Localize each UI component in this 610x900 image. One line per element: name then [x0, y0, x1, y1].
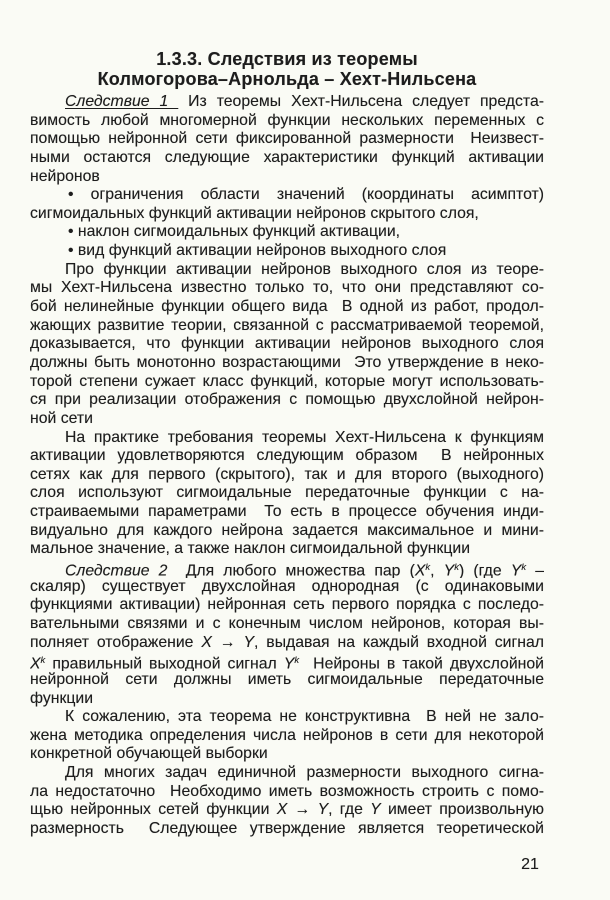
text-run: помощью нейронной сети фиксированной размерности Неизвест-: [30, 130, 544, 148]
text-line: [30, 820, 544, 839]
text-run: слоя используют сигмоидальные передаточные функции с на-: [30, 484, 544, 502]
text-line: [30, 764, 544, 783]
text-run: скаляр) существует двухслойная однородная (с одинаковыми: [30, 577, 544, 595]
text-run: бой нелинейные функции общего вида В одной из работ, продол-: [30, 298, 544, 316]
text-run: щью нейронных сетей функции: [30, 801, 277, 819]
math-var: X: [30, 655, 41, 671]
text-run: ными остаются следующие характеристики функций активации: [30, 148, 544, 166]
text-line: [30, 317, 544, 336]
text-line: [30, 522, 544, 541]
text-run: ) (где: [458, 562, 511, 578]
text-run: сигмоидальных функций активации нейронов скрытого слоя,: [30, 204, 479, 222]
text-run: доказывается, что функции активации нейронов выходного слоя: [30, 335, 544, 353]
text-line: [30, 596, 544, 615]
text-line: [30, 801, 544, 820]
text-run: видуально для каждого нейрона задается максимальное и мини-: [30, 521, 544, 539]
text-run: функции: [30, 689, 94, 707]
text-run: На практике требования теоремы Хехт-Нильсена к функциям: [65, 428, 544, 446]
text-run: ся при реализации отображения с помощью двухслойной нейрон-: [30, 391, 544, 409]
text-run: вимость любой многомерной функции нескольких переменных с: [30, 111, 544, 129]
text-run: мальное значение, а также наклон сигмоидальной функции: [30, 540, 471, 558]
text-line: [30, 671, 544, 690]
text-run: активации удовлетворяются следующим образом В нейронных: [30, 447, 544, 465]
text-line: [30, 410, 544, 429]
text-run: –: [526, 562, 544, 578]
text-line: [30, 559, 544, 578]
text-line: [30, 429, 544, 448]
text-run: →: [287, 801, 318, 819]
text-run: должны быть монотонно возрастающими Это утверждение в неко-: [30, 353, 544, 371]
text-run: Из теоремы Хехт-Нильсена следует предста-: [178, 93, 544, 110]
text-run: →: [211, 633, 244, 651]
text-line: [30, 112, 544, 131]
text-run: нейронов: [30, 167, 100, 185]
math-superscript: k: [40, 655, 46, 667]
math-var: X: [276, 801, 288, 819]
corollary-label: Следствие 1: [65, 93, 179, 110]
text-line: [30, 503, 544, 522]
math-var: X: [201, 633, 212, 651]
text-run: мы Хехт-Нильсена известно только то, что они представляют со-: [30, 279, 544, 297]
text-run: имеет произвольную: [380, 801, 544, 819]
text-line: [30, 466, 544, 485]
section-title-line-2: Колмогорова–Арнольда – Хехт-Нильсена: [97, 69, 477, 89]
text-run: размерность Следующее утверждение является теоретической: [30, 819, 544, 837]
text-line: [30, 652, 544, 671]
text-line: [30, 93, 544, 112]
text-run: • ограничения области значений (координаты асимптот): [68, 186, 544, 204]
text-line: [30, 708, 544, 727]
text-run: ,: [430, 562, 444, 578]
text-line: [30, 484, 544, 503]
math-superscript: k: [521, 562, 527, 574]
math-var: X: [414, 562, 426, 578]
text-line: [30, 186, 544, 205]
text-run: Для любого множества пар (: [176, 562, 415, 578]
math-superscript: k: [454, 562, 459, 574]
text-run: ла недостаточно Необходимо иметь возможность строить с помо-: [30, 782, 544, 800]
text-column: [30, 49, 544, 839]
text-line: [30, 745, 544, 764]
text-line: [30, 727, 544, 746]
text-run: страиваемыми параметрами То есть в процессе обучения инди-: [30, 503, 544, 521]
page-number: 21: [521, 856, 539, 873]
math-var: Y: [370, 801, 381, 819]
text-run: Для многих задач единичной размерности выходного сигна-: [65, 764, 544, 782]
text-run: функциями активации) нейронная сеть первого порядка с последо-: [30, 596, 544, 614]
text-line: [30, 261, 544, 280]
text-line: [30, 168, 544, 187]
text-line: [30, 298, 544, 317]
text-run: К сожалению, эта теорема не конструктивна В ней не зало-: [65, 708, 544, 726]
text-line: [30, 540, 544, 559]
math-var: Y: [283, 655, 295, 671]
text-run: • наклон сигмоидальных функций активации,: [68, 223, 401, 241]
text-line: [30, 391, 544, 410]
text-run: вательными связями и с конечным числом нейронов, которая вы-: [30, 614, 544, 632]
text-line: [30, 578, 544, 597]
corollary-label: Следствие 2: [65, 562, 177, 578]
text-line: [30, 279, 544, 298]
text-line: [30, 690, 544, 709]
text-line: [30, 615, 544, 634]
text-line: [30, 335, 544, 354]
text-run: нейронной сети должны иметь сигмоидальные передаточные: [30, 670, 544, 688]
text-run: Про функции активации нейронов выходного слоя из теоре-: [65, 260, 544, 278]
text-run: полняет отображение: [30, 633, 202, 651]
math-var: Y: [510, 562, 522, 578]
section-title: [30, 49, 544, 89]
text-line: [30, 205, 544, 224]
text-line: [30, 354, 544, 373]
math-superscript: k: [294, 655, 300, 667]
text-run: сетях как для первого (скрытого), так и для второго (выходного): [30, 465, 544, 483]
math-var: Y: [317, 801, 329, 819]
text-body: [30, 93, 544, 839]
text-run: , выдавая на каждый входной сигнал: [254, 633, 544, 651]
text-line: [30, 242, 544, 261]
text-run: конкретной обучающей выборки: [30, 745, 268, 763]
text-run: жена методика определения числа нейронов в сети для некоторой: [30, 726, 544, 744]
text-run: ной сети: [30, 409, 93, 427]
math-var: Y: [443, 562, 455, 578]
text-run: правильный выходной сигнал: [45, 655, 284, 671]
text-run: Нейроны в такой двухслойной: [299, 655, 544, 671]
text-line: [30, 149, 544, 168]
math-superscript: k: [425, 562, 431, 574]
section-title-line-1: 1.3.3. Следствия из теоремы: [156, 49, 418, 69]
math-var: Y: [243, 633, 255, 651]
text-line: [30, 373, 544, 392]
text-run: жающих развитие теории, связанной с рассматриваемой теоремой,: [30, 316, 544, 334]
text-run: торой степени сужает класс функций, которые могут использовать-: [30, 372, 544, 390]
text-run: • вид функций активации нейронов выходного слоя: [68, 242, 447, 260]
text-line: [30, 634, 544, 653]
text-line: [30, 783, 544, 802]
text-line: [30, 130, 544, 149]
text-line: [30, 447, 544, 466]
text-run: , где: [328, 801, 371, 819]
text-line: [30, 223, 544, 242]
